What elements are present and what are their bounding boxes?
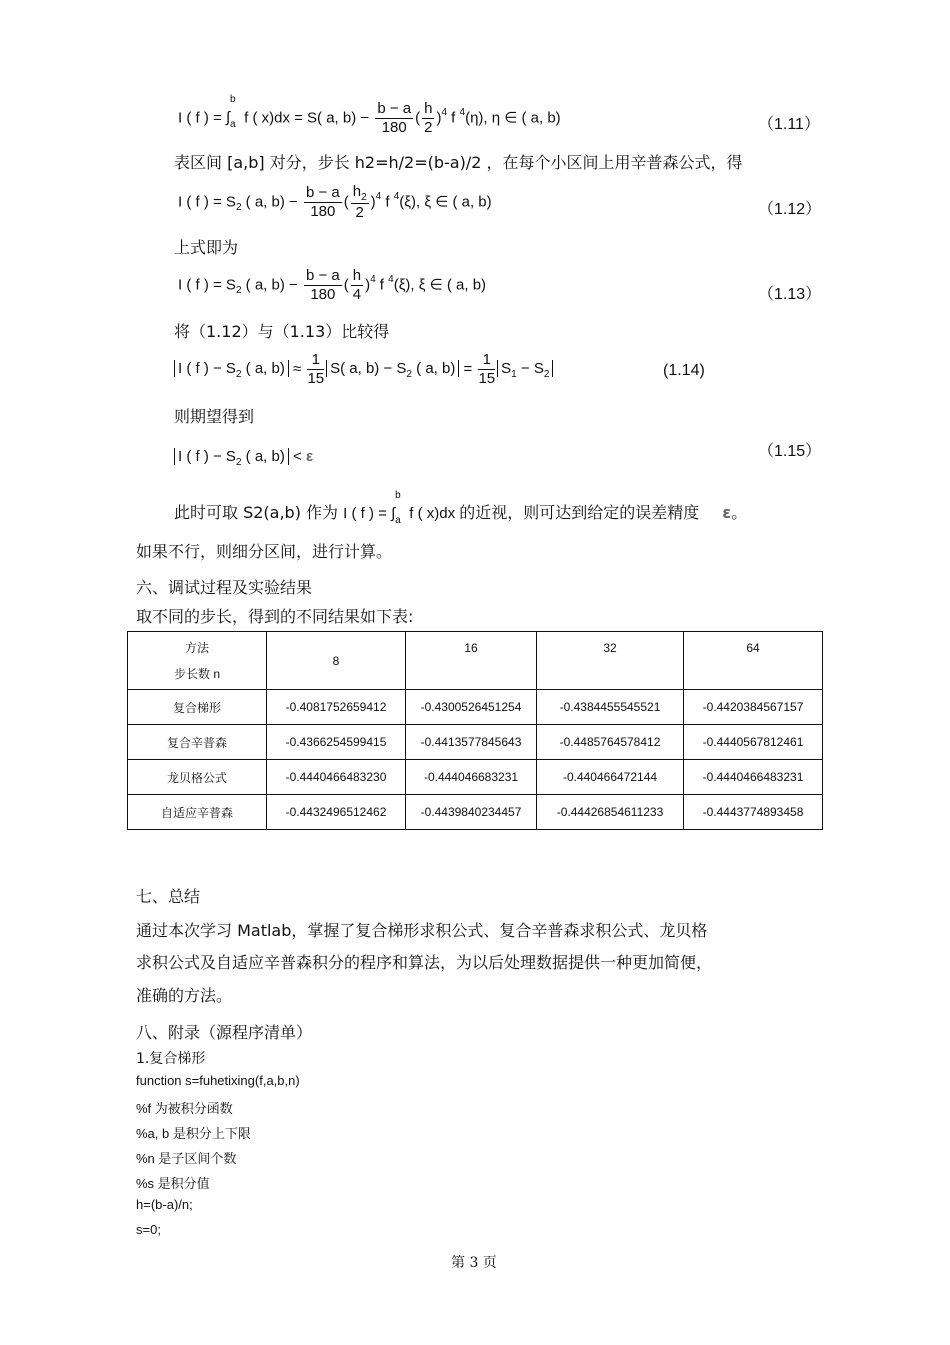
- epsilon-symbol: ε: [722, 503, 732, 522]
- section-6-intro: 取不同的步长，得到的不同结果如下表:: [136, 607, 414, 626]
- row-value: -0.4440567812461: [684, 725, 823, 760]
- paragraph-compare: 将（1.12）与（1.13）比较得: [174, 322, 390, 341]
- table-row: [128, 760, 823, 795]
- table-header-steps: 步长数 n: [173, 666, 220, 681]
- row-value: -0.4432496512462: [267, 795, 406, 830]
- table-row: [128, 725, 823, 760]
- row-value: -0.4081752659412: [267, 690, 406, 725]
- table-row: [128, 795, 823, 830]
- row-method-name: 自适应辛普森: [128, 795, 267, 830]
- equation-number-1-15: （1.15）: [758, 443, 822, 460]
- table-header-col: 16: [406, 632, 537, 690]
- equation-number-1-13: （1.13）: [758, 286, 822, 303]
- paragraph-interval-halving: 表区间 [a,b] 对分，步长 h2=h/2=(b-a)/2 ，在每个小区间上用辛普森公式，得: [174, 153, 743, 172]
- code-line: s=0;: [136, 1222, 161, 1237]
- equation-1-15: I ( f ) − $S_2$ ( a, b) < ε: [174, 448, 313, 465]
- equation-1-13: I ( f ) = $S_2$ ( a, b) − $\frac{b - a}{180}$ ( $\frac{h}{4}$ )$^4$ f $^4$(ξ), ξ ∈ ( a, b): [178, 267, 487, 303]
- inline-integral: I ( f ) = b ∫ a f ( x)dx: [343, 490, 460, 526]
- equation-1-12: I ( f ) = $S_2$ ( a, b) − $\frac{b - a}{180}$ ( $\frac{h_2}{2}$ )$^4$ f $^4$(ξ), ξ ∈ ( a, b): [178, 183, 492, 221]
- code-line: %s 是积分值: [136, 1176, 210, 1191]
- table-header-col: 8: [267, 632, 406, 690]
- equation-number-1-11: （1.11）: [758, 116, 820, 133]
- page-number: 第 3 页: [451, 1255, 497, 1271]
- row-value: -0.444046683231: [406, 760, 537, 795]
- row-value: -0.4413577845643: [406, 725, 537, 760]
- paragraph-expect: 则期望得到: [174, 407, 255, 426]
- row-value: -0.4443774893458: [684, 795, 823, 830]
- row-method-name: 复合辛普森: [128, 725, 267, 760]
- table-header-col: 64: [684, 632, 823, 690]
- equation-number-1-14: (1.14): [663, 362, 705, 379]
- table-header-row: [128, 632, 823, 690]
- row-method-name: 复合梯形: [128, 690, 267, 725]
- row-value: -0.44426854611233: [537, 795, 684, 830]
- section-6-heading: 六、调试过程及实验结果: [136, 578, 313, 597]
- row-value: -0.4439840234457: [406, 795, 537, 830]
- approx-period: 。: [731, 503, 748, 522]
- equation-1-14: I ( f ) − $S_2$ ( a, b) ≈ $\frac{1}{15}$ S( a, $b) - S_2$ ( a, b) = $\frac{1}{15}$ $S_1 - S_2$: [174, 351, 553, 388]
- paragraph-approximation: [174, 490, 748, 526]
- paragraph-above-is: 上式即为: [174, 238, 239, 257]
- row-value: -0.4366254599415: [267, 725, 406, 760]
- summary-line-2: 求积公式及自适应辛普森积分的程序和算法，为以后处理数据提供一种更加简便，: [136, 953, 713, 972]
- code-line: %f 为被积分函数: [136, 1101, 233, 1116]
- section-8-subheading: 1.复合梯形: [136, 1051, 206, 1067]
- row-value: -0.4440466483231: [684, 760, 823, 795]
- equation-number-1-12: （1.12）: [758, 201, 822, 218]
- code-line: function s=fuhetixing(f,a,b,n): [136, 1073, 300, 1088]
- section-8-heading: 八、附录（源程序清单）: [136, 1023, 313, 1042]
- table-row: [128, 690, 823, 725]
- summary-line-3: 准确的方法。: [136, 986, 233, 1005]
- table-header-col: 32: [537, 632, 684, 690]
- approx-text-start: 此时可取 S2(a,b) 作为: [174, 503, 339, 522]
- results-table: [127, 631, 823, 830]
- code-line: h=(b-a)/n;: [136, 1197, 193, 1212]
- row-value: -0.4300526451254: [406, 690, 537, 725]
- row-value: -0.4440466483230: [267, 760, 406, 795]
- code-line: %a, b 是积分上下限: [136, 1126, 251, 1141]
- row-value: -0.440466472144: [537, 760, 684, 795]
- row-value: -0.4420384567157: [684, 690, 823, 725]
- summary-line-1: 通过本次学习 Matlab，掌握了复合梯形求积公式、复合辛普森求积公式、龙贝格: [136, 921, 708, 940]
- code-line: %n 是子区间个数: [136, 1151, 237, 1166]
- approx-text-end: 的近视，则可达到给定的误差精度: [459, 503, 700, 522]
- section-7-heading: 七、总结: [136, 887, 201, 906]
- row-value: -0.4384455545521: [537, 690, 684, 725]
- equation-1-11: I ( f ) = b ∫ a f ( x)dx = S( a, b) − $\frac{b - a}{180}$ ( $\frac{h}{2}$ )$^4$ f $^4$(η), η ∈ ( a, b): [178, 94, 561, 136]
- row-method-name: 龙贝格公式: [128, 760, 267, 795]
- table-header-method-cell: [128, 632, 267, 690]
- table-header-method: 方法: [184, 640, 209, 655]
- paragraph-subdivide: 如果不行，则细分区间，进行计算。: [136, 542, 393, 561]
- row-value: -0.4485764578412: [537, 725, 684, 760]
